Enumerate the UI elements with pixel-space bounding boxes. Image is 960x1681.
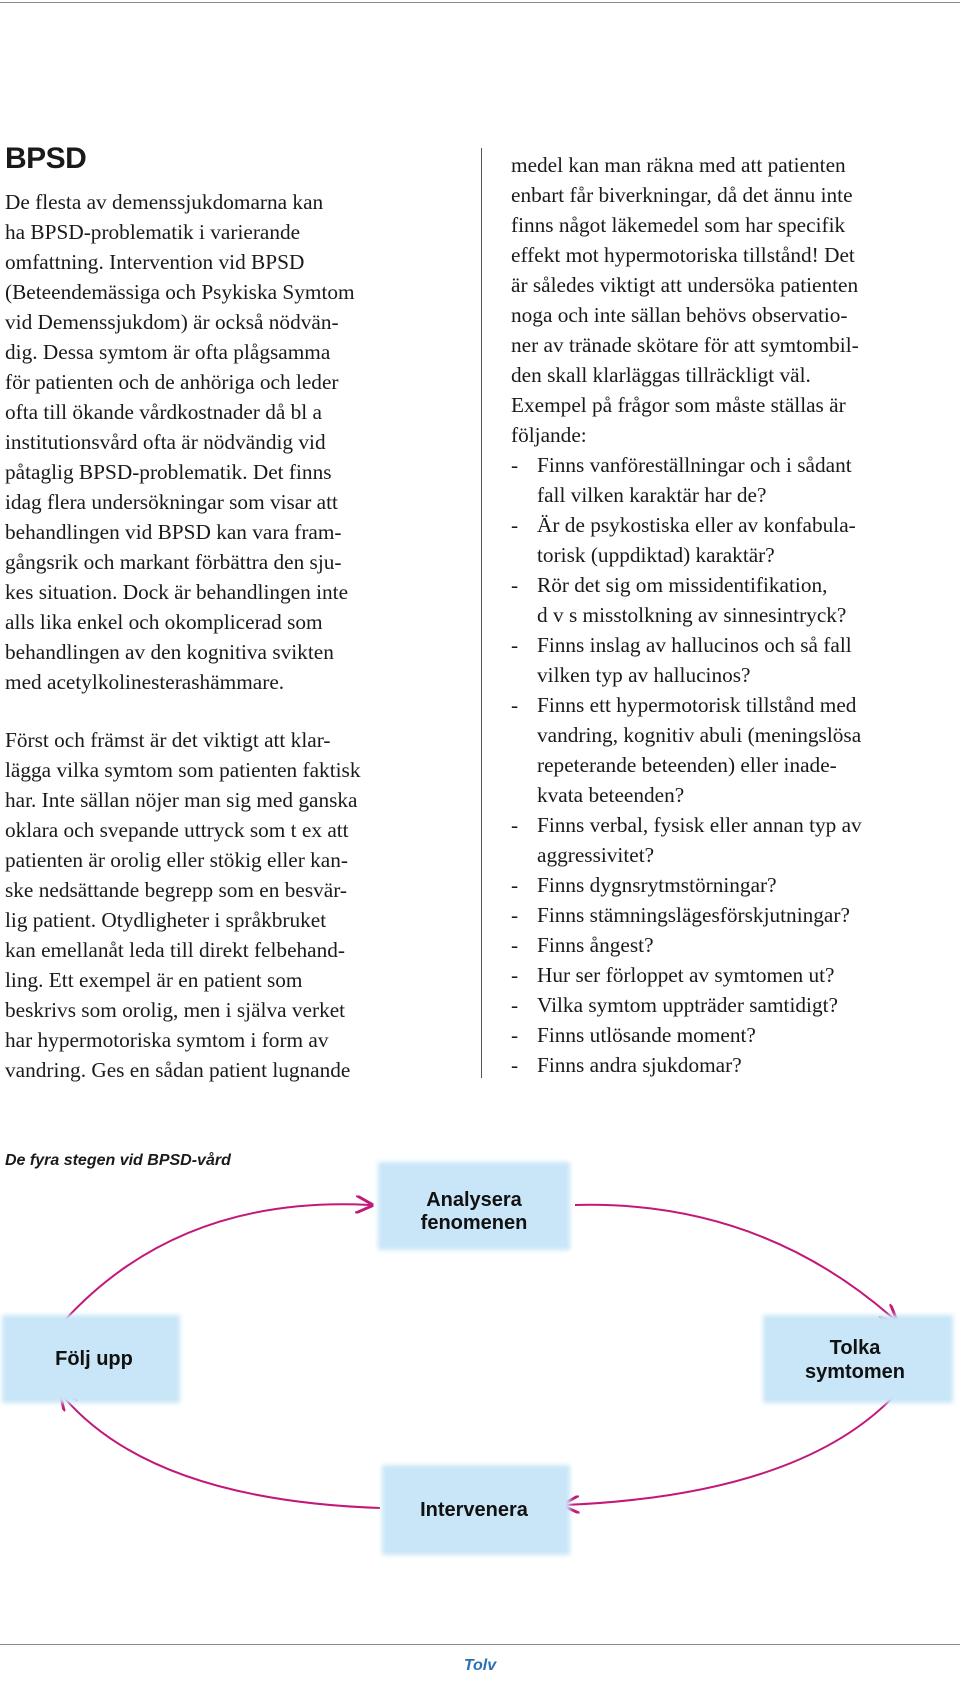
body-text-line: ner av tränade skötare för att symtombil-: [511, 333, 859, 357]
body-text-line: idag flera undersökningar som visar att: [5, 490, 338, 514]
question-text: vandring, kognitiv abuli (meningslösa: [537, 723, 862, 747]
body-text-line: dig. Dessa symtom är ofta plågsamma: [5, 340, 331, 364]
question-text: Vilka symtom uppträder samtidigt?: [537, 993, 838, 1017]
bullet-dash: -: [511, 573, 519, 597]
bullet-dash: -: [511, 1053, 519, 1077]
question-item-line: [511, 780, 960, 810]
bullet-dash: -: [511, 813, 519, 837]
bullet-dash: -: [511, 903, 519, 927]
question-item-line: [511, 690, 960, 720]
question-text: Är de psykostiska eller av konfabula-: [537, 513, 856, 537]
body-text-line: vandring. Ges en sådan patient lugnande: [5, 1058, 351, 1082]
arrow-top-left: [65, 1204, 370, 1320]
step-intervenera: [382, 1465, 570, 1555]
body-text-line: har. Inte sällan nöjer man sig med ganska: [5, 788, 358, 812]
body-text-line: vid Demenssjukdom) är också nödvän-: [5, 310, 339, 334]
body-text-line: lig patient. Otydligheter i språkbruket: [5, 908, 327, 932]
question-item-line: [511, 750, 960, 780]
column-divider: [481, 148, 482, 1078]
body-text-line: påtaglig BPSD-problematik. Det finns: [5, 460, 332, 484]
body-text-line: ske nedsättande begrepp som en besvär-: [5, 878, 347, 902]
body-text-line: alls lika enkel och okomplicerad som: [5, 610, 323, 634]
question-item-line: [511, 480, 960, 510]
question-text: aggressivitet?: [537, 843, 655, 867]
step-folj-upp: [2, 1315, 180, 1403]
question-item-line: [511, 720, 960, 750]
body-text-line: effekt mot hypermotoriska tillstånd! Det: [511, 243, 855, 267]
step-analysera: [378, 1162, 570, 1250]
body-text-line: omfattning. Intervention vid BPSD: [5, 250, 305, 274]
bullet-dash: -: [511, 513, 519, 537]
question-item-line: [511, 540, 960, 570]
question-text: Finns vanföreställningar och i sådant: [537, 453, 852, 477]
bullet-dash: -: [511, 873, 519, 897]
body-text-line: enbart får biverkningar, då det ännu inte: [511, 183, 853, 207]
body-text-line: lägga vilka symtom som patienten faktisk: [5, 758, 361, 782]
left-column-second-paragraph: [5, 725, 475, 1085]
arrow-bottom-right: [565, 1395, 895, 1505]
body-text-line: Först och främst är det viktigt att klar-: [5, 728, 331, 752]
question-item-line: [511, 990, 960, 1020]
question-text: Finns ångest?: [537, 933, 654, 957]
bullet-dash: -: [511, 693, 519, 717]
left-column: [5, 187, 475, 697]
body-text-line: kan emellanåt leda till direkt felbehand-: [5, 938, 346, 962]
bullet-dash: -: [511, 633, 519, 657]
step-left-line1: Följ upp: [55, 1348, 133, 1370]
question-item-line: [511, 570, 960, 600]
question-text: d v s misstolkning av sinnesintryck?: [537, 603, 847, 627]
question-item-line: [511, 930, 960, 960]
question-text: Finns andra sjukdomar?: [537, 1053, 742, 1077]
question-item-line: [511, 900, 960, 930]
question-item-line: [511, 870, 960, 900]
arrow-bottom-left: [62, 1395, 380, 1508]
question-text: Hur ser förloppet av symtomen ut?: [537, 963, 835, 987]
step-right-line1: Tolka: [829, 1337, 881, 1359]
question-item-line: [511, 960, 960, 990]
question-text: torisk (uppdiktad) karaktär?: [537, 543, 775, 567]
question-item-line: [511, 810, 960, 840]
question-item-line: [511, 450, 960, 480]
question-item-line: [511, 840, 960, 870]
body-text-line: ha BPSD-problematik i varierande: [5, 220, 301, 244]
question-item-line: [511, 1050, 960, 1080]
body-text-line: institutionsvård ofta är nödvändig vid: [5, 430, 326, 454]
page-footer: Tolv: [463, 1657, 497, 1674]
body-text-line: De flesta av demenssjukdomarna kan: [5, 190, 324, 214]
body-text-line: den skall klarläggas tillräckligt väl.: [511, 363, 811, 387]
body-text-line: har hypermotoriska symtom i form av: [5, 1028, 329, 1052]
body-text-line: gångsrik och markant förbättra den sju-: [5, 550, 342, 574]
step-top-line2: fenomenen: [420, 1212, 528, 1234]
page-title: BPSD: [5, 142, 87, 175]
body-text-line: medel kan man räkna med att patienten: [511, 153, 846, 177]
question-item-line: [511, 600, 960, 630]
question-text: Finns ett hypermotorisk tillstånd med: [537, 693, 857, 717]
body-text-line: Exempel på frågor som måste ställas är: [511, 393, 846, 417]
question-text: Finns dygnsrytmstörningar?: [537, 873, 777, 897]
body-text-line: ofta till ökande vårdkostnader då bl a: [5, 400, 322, 424]
arrow-top-right: [575, 1205, 895, 1320]
body-text-line: för patienten och de anhöriga och leder: [5, 370, 339, 394]
bullet-dash: -: [511, 933, 519, 957]
bullet-dash: -: [511, 453, 519, 477]
body-text-line: oklara och svepande uttryck som t ex att: [5, 818, 349, 842]
step-top-line1: Analysera: [426, 1189, 522, 1211]
question-item-line: [511, 510, 960, 540]
bottom-rule: [0, 1644, 960, 1645]
body-text-line: ling. Ett exempel är en patient som: [5, 968, 303, 992]
question-text: Finns stämningslägesförskjutningar?: [537, 903, 850, 927]
body-text-line: med acetylkolinesterashämmare.: [5, 670, 285, 694]
body-text-line: finns något läkemedel som har specifik: [511, 213, 846, 237]
question-item-line: [511, 660, 960, 690]
body-text-line: (Beteendemässiga och Psykiska Symtom: [5, 280, 355, 304]
body-text-line: patienten är orolig eller stökig eller kan-: [5, 848, 348, 872]
body-text-line: behandlingen av den kognitiva svikten: [5, 640, 334, 664]
four-steps-diagram: [0, 1140, 960, 1640]
body-text-line: kes situation. Dock är behandlingen inte: [5, 580, 349, 604]
question-text: Rör det sig om missidentifikation,: [537, 573, 828, 597]
top-rule: [0, 2, 960, 3]
body-text-line: beskrivs som orolig, men i själva verket: [5, 998, 346, 1022]
bullet-dash: -: [511, 993, 519, 1017]
right-column: [511, 150, 960, 450]
question-text: Finns verbal, fysisk eller annan typ av: [537, 813, 862, 837]
question-list: [511, 450, 960, 1080]
bullet-dash: -: [511, 963, 519, 987]
bullet-dash: -: [511, 1023, 519, 1047]
body-text-line: behandlingen vid BPSD kan vara fram-: [5, 520, 342, 544]
question-text: kvata beteenden?: [537, 783, 685, 807]
step-bottom-line1: Intervenera: [420, 1499, 528, 1521]
step-tolka: [763, 1315, 953, 1403]
question-text: fall vilken karaktär har de?: [537, 483, 767, 507]
question-text: repeterande beteenden) eller inade-: [537, 753, 837, 777]
diagram-title: De fyra stegen vid BPSD-vård: [5, 1152, 231, 1169]
question-item-line: [511, 630, 960, 660]
question-text: vilken typ av hallucinos?: [537, 663, 751, 687]
question-text: Finns inslag av hallucinos och så fall: [537, 633, 852, 657]
body-text-line: följande:: [511, 423, 587, 447]
question-text: Finns utlösande moment?: [537, 1023, 756, 1047]
body-text-line: är således viktigt att undersöka patienten: [511, 273, 859, 297]
body-text-line: noga och inte sällan behövs observatio-: [511, 303, 848, 327]
step-right-line2: symtomen: [804, 1361, 906, 1383]
question-item-line: [511, 1020, 960, 1050]
